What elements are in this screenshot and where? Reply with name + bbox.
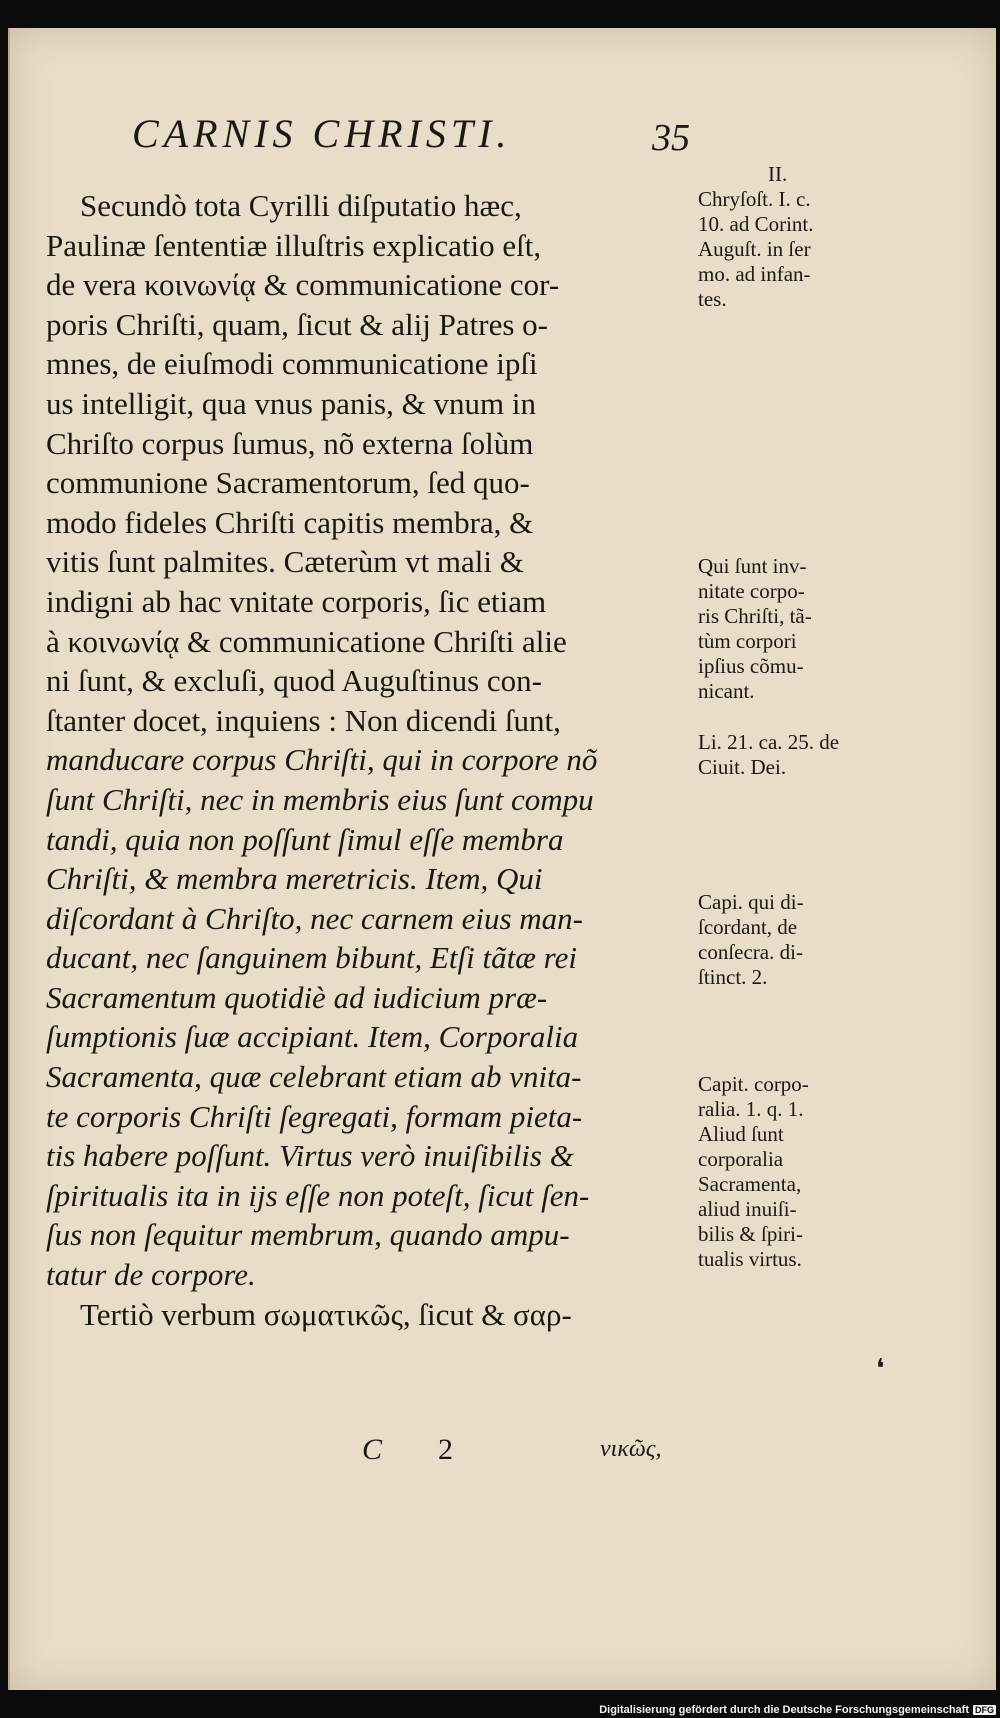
margin-line: Qui ſunt inv- [698,554,807,578]
text-line: à κοινωνίᾳ & communicatione Chriſti alie [46,623,567,659]
text-line: ſunt Chriſti, nec in membris eius ſunt compu [46,781,594,817]
text-line: tatur de corpore. [46,1257,256,1293]
text-line: Chriſto corpus ſumus, nõ externa ſolùm [46,425,534,461]
margin-line: Sacramenta, [698,1172,802,1196]
text-line: tis habere poſſunt. Virtus verò inuiſibilis & [46,1138,574,1174]
margin-line: Capi. qui di- [698,890,804,914]
text-line: modo fideles Chriſti capitis membra, & [46,504,534,540]
margin-line: ſtinct. 2. [698,965,768,989]
catchword: νικῶς, [600,1436,662,1462]
margin-line: Aliud ſunt [698,1122,784,1146]
text-line: us intelligit, qua vnus panis, & vnum in [46,385,536,421]
margin-note-unity [698,554,868,704]
margin-line: mo. ad infan- [698,262,811,286]
margin-note-corporalia [698,1072,868,1272]
margin-line: aliud inuiſi- [698,1197,797,1221]
margin-line: ralia. 1. q. 1. [698,1097,804,1121]
page-number: 35 [652,117,690,159]
margin-line: ſcordant, de [698,915,798,939]
text-line: Tertiò verbum σωματικῶς, ſicut & σαρ- [80,1296,572,1332]
margin-line: Li. 21. ca. 25. de [698,730,840,754]
margin-line: nicant. [698,679,755,703]
margin-note-civitas-dei [698,730,868,780]
text-line: ſtanter docet, inquiens : Non dicendi ſunt, [46,702,561,738]
text-line: indigni ab hac vnitate corporis, ſic etiam [46,583,547,619]
signature-mark: C [362,1433,383,1466]
text-line: mnes, de eiuſmodi communicatione ipſi [46,346,538,382]
text-line: communione Sacramentorum, ſed quo- [46,465,530,501]
text-line: Sacramenta, quæ celebrant etiam ab vnita- [46,1059,582,1095]
main-text-block [46,186,691,1334]
text-line: tandi, quia non poſſunt ſimul eſſe membra [46,821,564,857]
text-line: poris Chriſti, quam, ſicut & alij Patres o- [46,306,548,342]
margin-line: 10. ad Corint. [698,212,814,236]
text-line: ducant, nec ſanguinem bibunt, Etſi tãtæ rei [46,940,577,976]
margin-line: Capit. corpo- [698,1072,809,1096]
text-line: ni ſunt, & excluſi, quod Auguſtinus con- [46,663,542,699]
margin-line: bilis & ſpiri- [698,1222,803,1246]
running-head: CARNIS CHRISTI. [132,111,512,156]
margin-line: ris Chriſti, tã- [698,604,812,628]
text-line: de vera κοινωνίᾳ & communicatione cor- [46,267,560,303]
signature-number: 2 [438,1433,453,1466]
text-line: Paulinæ ſententiæ illuſtris explicatio eſt, [46,227,542,263]
margin-line: tualis virtus. [698,1247,802,1271]
margin-line: Chryſoſt. I. c. [698,187,811,211]
margin-line: tes. [698,287,727,311]
margin-line: conſecra. di- [698,940,803,964]
dfg-logo: DFG [975,1705,994,1715]
text-line: ſumptionis ſuæ accipiant. Item, Corporalia [46,1019,579,1055]
margin-line: II. [768,162,788,186]
stray-ink-mark: ❛ [876,1354,885,1383]
margin-line: Ciuit. Dei. [698,755,787,779]
text-line: diſcordant à Chriſto, nec carnem eius man- [46,900,583,936]
text-line: Chriſti, & membra meretricis. Item, Qui [46,861,543,897]
margin-line: tùm corpori [698,629,797,653]
margin-line: ipſius cõmu- [698,654,804,678]
text-line: manducare corpus Chriſti, qui in corpore nõ [46,742,598,778]
text-line: Secundò tota Cyrilli diſputatio hæc, [80,188,522,223]
digitization-footer [599,1704,996,1716]
margin-note-chrysostom [698,162,868,312]
footer-text: Digitalisierung gefördert durch die Deutsche Forschungsgemeinschaft [599,1704,969,1716]
margin-line: corporalia [698,1147,784,1171]
text-line: ſpiritualis ita in ijs eſſe non poteſt, ſicut ſen- [46,1177,590,1213]
margin-line: nitate corpo- [698,579,805,603]
margin-note-discordant [698,890,868,990]
book-page [8,28,996,1690]
text-line: vitis ſunt palmites. Cæterùm vt mali & [46,544,524,580]
text-line: te corporis Chriſti ſegregati, formam pieta- [46,1098,583,1134]
text-line: ſus non ſequitur membrum, quando ampu- [46,1217,570,1253]
margin-line: Auguſt. in ſer [698,237,811,261]
text-line: Sacramentum quotidiè ad iudicium præ- [46,979,548,1015]
